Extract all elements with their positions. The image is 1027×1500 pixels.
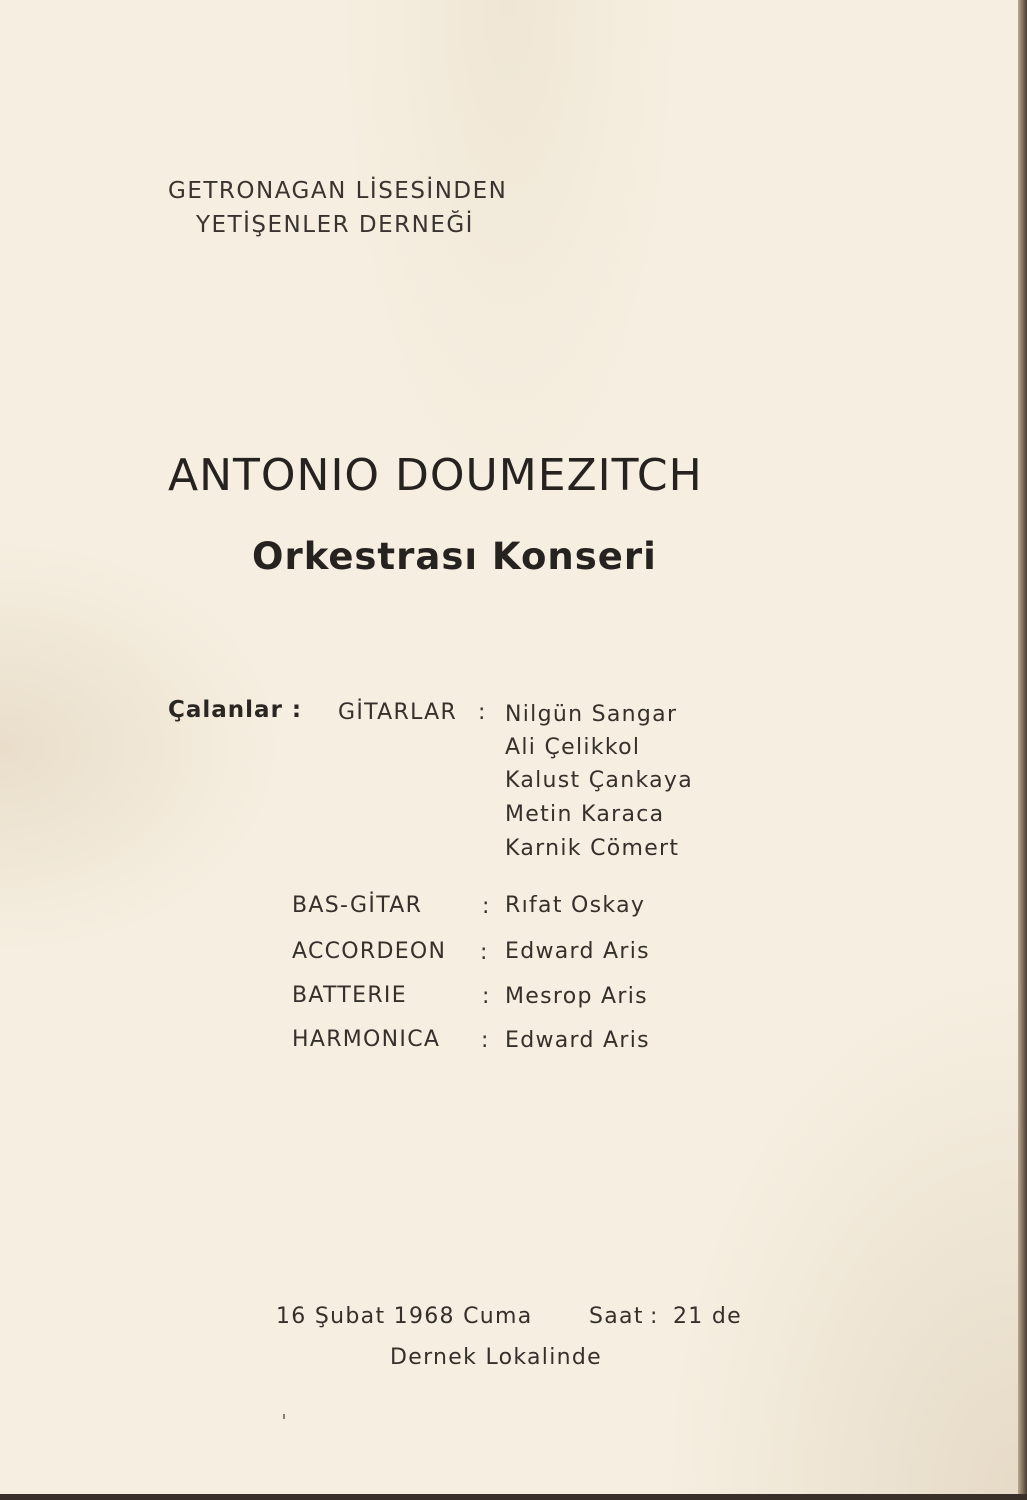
- event-venue: Dernek Lokalinde: [390, 1345, 602, 1370]
- batterie-player: Mesrop Aris: [505, 984, 648, 1009]
- guitarist-name: Nilgün Sangar: [505, 702, 678, 727]
- organization-line-1: GETRONAGAN LİSESİNDEN: [168, 178, 508, 204]
- guitarist-name: Kalust Çankaya: [505, 768, 693, 793]
- accordeon-label: ACCORDEON: [292, 939, 447, 964]
- harmonica-separator: :: [481, 1028, 489, 1053]
- organization-line-2: YETİŞENLER DERNEĞİ: [196, 212, 474, 238]
- page-edge-shadow: [1018, 0, 1027, 1500]
- guitarist-name: Ali Çelikkol: [505, 735, 641, 760]
- bass-guitar-player: Rıfat Oskay: [505, 893, 646, 918]
- event-title: ANTONIO DOUMEZITCH: [168, 450, 703, 501]
- harmonica-player: Edward Aris: [505, 1028, 650, 1053]
- lineup-heading: Çalanlar :: [168, 697, 303, 723]
- batterie-label: BATTERIE: [292, 983, 407, 1008]
- guitars-separator: :: [478, 700, 486, 725]
- paper-mark: [283, 1414, 285, 1419]
- event-date: 16 Şubat 1968 Cuma: [276, 1304, 533, 1329]
- bass-guitar-label: BAS-GİTAR: [292, 893, 423, 918]
- guitarist-name: Karnik Cömert: [505, 836, 680, 861]
- batterie-separator: :: [482, 984, 490, 1009]
- event-subtitle: Orkestrası Konseri: [252, 535, 657, 578]
- guitarist-name: Metin Karaca: [505, 802, 665, 827]
- event-time-value: 21 de: [673, 1304, 742, 1329]
- bass-guitar-separator: :: [482, 894, 490, 919]
- guitars-label: GİTARLAR: [338, 700, 458, 725]
- accordeon-player: Edward Aris: [505, 939, 650, 964]
- time-separator: :: [650, 1304, 659, 1329]
- harmonica-label: HARMONICA: [292, 1027, 441, 1052]
- event-time-label: Saat: [589, 1304, 644, 1329]
- accordeon-separator: :: [480, 940, 488, 965]
- page-edge-bottom: [0, 1494, 1027, 1500]
